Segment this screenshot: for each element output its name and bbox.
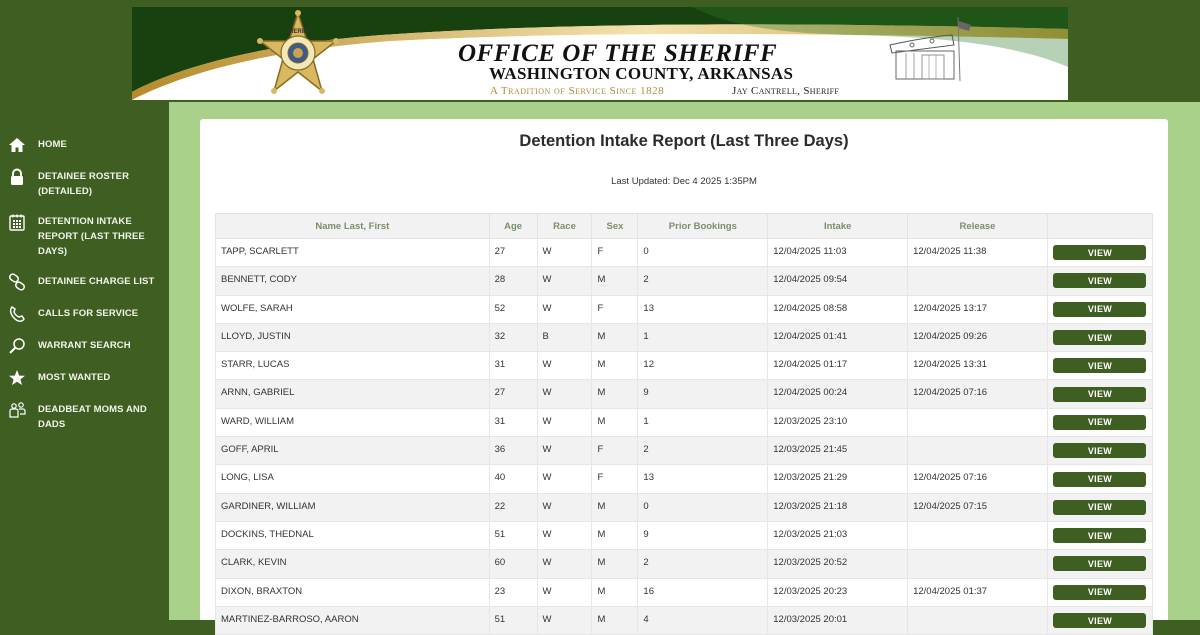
- cell-name: CLARK, KEVIN: [216, 550, 490, 578]
- table-header-row: [216, 214, 1153, 239]
- table-row: [216, 408, 1153, 436]
- cell-name: LONG, LISA: [216, 465, 490, 493]
- cell-age: 27: [489, 380, 537, 408]
- sheriff-badge-logo: [256, 11, 340, 95]
- table-row: [216, 465, 1153, 493]
- calendar-icon: [8, 213, 26, 231]
- cell-sex: M: [592, 352, 638, 380]
- cell-intake: 12/04/2025 01:41: [768, 323, 908, 351]
- column-header-prior-bookings[interactable]: Prior Bookings: [638, 214, 768, 239]
- cell-name: LLOYD, JUSTIN: [216, 323, 490, 351]
- search-icon: [8, 337, 26, 355]
- view-button[interactable]: VIEW: [1053, 585, 1146, 600]
- cell-prior-bookings: 12: [638, 352, 768, 380]
- cell-intake: 12/03/2025 20:23: [768, 578, 908, 606]
- table-row: [216, 606, 1153, 634]
- table-row: [216, 267, 1153, 295]
- cell-release: 12/04/2025 13:17: [908, 295, 1048, 323]
- cell-action: [1047, 437, 1152, 465]
- cell-release: [908, 606, 1048, 634]
- cell-sex: F: [592, 437, 638, 465]
- cell-release: 12/04/2025 09:26: [908, 323, 1048, 351]
- cell-race: W: [537, 437, 592, 465]
- lock-icon: [8, 168, 26, 186]
- cell-sex: M: [592, 408, 638, 436]
- view-button[interactable]: VIEW: [1053, 273, 1146, 288]
- cell-sex: M: [592, 493, 638, 521]
- cell-prior-bookings: 2: [638, 437, 768, 465]
- table-row: [216, 352, 1153, 380]
- cell-name: GOFF, APRIL: [216, 437, 490, 465]
- cell-age: 36: [489, 437, 537, 465]
- cell-release: 12/04/2025 07:16: [908, 380, 1048, 408]
- cell-age: 22: [489, 493, 537, 521]
- cell-action: [1047, 295, 1152, 323]
- cell-release: 12/04/2025 07:15: [908, 493, 1048, 521]
- cell-action: [1047, 493, 1152, 521]
- table-row: [216, 437, 1153, 465]
- view-button[interactable]: VIEW: [1053, 556, 1146, 571]
- cell-name: STARR, LUCAS: [216, 352, 490, 380]
- cell-action: [1047, 578, 1152, 606]
- intake-table: [215, 213, 1153, 635]
- header-banner: [132, 7, 1068, 100]
- table-row: [216, 295, 1153, 323]
- sidebar-item-label: WARRANT SEARCH: [38, 340, 131, 351]
- cell-release: 12/04/2025 07:16: [908, 465, 1048, 493]
- cell-prior-bookings: 1: [638, 323, 768, 351]
- cell-prior-bookings: 0: [638, 239, 768, 267]
- cell-intake: 12/04/2025 00:24: [768, 380, 908, 408]
- cell-sex: M: [592, 606, 638, 634]
- cell-age: 32: [489, 323, 537, 351]
- sidebar-item-label: DETAINEE CHARGE LIST: [38, 276, 155, 287]
- cell-release: 12/04/2025 11:38: [908, 239, 1048, 267]
- cell-intake: 12/03/2025 21:03: [768, 521, 908, 549]
- cell-intake: 12/03/2025 23:10: [768, 408, 908, 436]
- cell-race: W: [537, 352, 592, 380]
- cell-action: [1047, 239, 1152, 267]
- cell-sex: F: [592, 465, 638, 493]
- cell-intake: 12/03/2025 21:29: [768, 465, 908, 493]
- cell-action: [1047, 267, 1152, 295]
- sidebar-item-most-wanted[interactable]: [0, 368, 168, 387]
- cell-age: 52: [489, 295, 537, 323]
- cell-intake: 12/03/2025 20:01: [768, 606, 908, 634]
- people-icon: [8, 401, 26, 419]
- view-button[interactable]: VIEW: [1053, 415, 1146, 430]
- cell-sex: M: [592, 380, 638, 408]
- cell-action: [1047, 380, 1152, 408]
- sidebar-item-home[interactable]: [0, 135, 168, 154]
- cell-release: [908, 521, 1048, 549]
- sidebar-item-label: DETAINEE ROSTER (DETAILED): [38, 171, 130, 197]
- sidebar-item-label: DEADBEAT MOMS AND DADS: [38, 404, 147, 430]
- cell-prior-bookings: 13: [638, 465, 768, 493]
- cell-race: W: [537, 606, 592, 634]
- column-header-age[interactable]: Age: [489, 214, 537, 239]
- cell-name: BENNETT, CODY: [216, 267, 490, 295]
- view-button[interactable]: VIEW: [1053, 472, 1146, 487]
- view-button[interactable]: VIEW: [1053, 613, 1146, 628]
- cell-action: [1047, 606, 1152, 634]
- cell-age: 40: [489, 465, 537, 493]
- cell-prior-bookings: 1: [638, 408, 768, 436]
- cell-sex: F: [592, 295, 638, 323]
- sidebar-item-label: DETENTION INTAKE REPORT (LAST THREE DAYS): [38, 216, 145, 257]
- table-row: [216, 578, 1153, 606]
- cell-sex: M: [592, 267, 638, 295]
- cell-sex: M: [592, 521, 638, 549]
- cell-release: 12/04/2025 13:31: [908, 352, 1048, 380]
- sidebar-nav: [0, 135, 168, 445]
- table-row: [216, 521, 1153, 549]
- view-button[interactable]: VIEW: [1053, 528, 1146, 543]
- sidebar-item-charge-list[interactable]: [0, 272, 168, 291]
- cell-name: DOCKINS, THEDNAL: [216, 521, 490, 549]
- last-updated-text: Last Updated: Dec 4 2025 1:35PM: [611, 176, 757, 187]
- sidebar-item-label: HOME: [38, 139, 67, 150]
- cell-race: W: [537, 550, 592, 578]
- cell-name: DIXON, BRAXTON: [216, 578, 490, 606]
- cell-name: WOLFE, SARAH: [216, 295, 490, 323]
- table-row: [216, 380, 1153, 408]
- cell-intake: 12/04/2025 01:17: [768, 352, 908, 380]
- link-icon: [8, 273, 26, 291]
- cell-prior-bookings: 2: [638, 267, 768, 295]
- cell-race: W: [537, 578, 592, 606]
- cell-prior-bookings: 9: [638, 521, 768, 549]
- cell-intake: 12/04/2025 09:54: [768, 267, 908, 295]
- table-row: [216, 323, 1153, 351]
- cell-age: 51: [489, 521, 537, 549]
- cell-release: [908, 267, 1048, 295]
- sidebar-item-detainee-roster[interactable]: [0, 167, 168, 199]
- cell-action: [1047, 550, 1152, 578]
- cell-name: MARTINEZ-BARROSO, AARON: [216, 606, 490, 634]
- cell-age: 60: [489, 550, 537, 578]
- view-button[interactable]: VIEW: [1053, 443, 1146, 458]
- cell-name: WARD, WILLIAM: [216, 408, 490, 436]
- banner-sheriff-name: Jay Cantrell, Sheriff: [732, 85, 840, 97]
- cell-race: W: [537, 295, 592, 323]
- sidebar-item-label: MOST WANTED: [38, 372, 111, 383]
- table-row: [216, 493, 1153, 521]
- cell-sex: M: [592, 578, 638, 606]
- cell-age: 28: [489, 267, 537, 295]
- cell-age: 31: [489, 408, 537, 436]
- cell-age: 23: [489, 578, 537, 606]
- svg-text:SHERIFF: SHERIFF: [285, 29, 311, 35]
- cell-race: B: [537, 323, 592, 351]
- sidebar-item-warrant-search[interactable]: [0, 336, 168, 355]
- banner-title: OFFICE OF THE SHERIFF: [458, 40, 778, 67]
- column-header-name[interactable]: Name Last, First: [216, 214, 490, 239]
- cell-intake: 12/04/2025 11:03: [768, 239, 908, 267]
- cell-race: W: [537, 408, 592, 436]
- cell-name: GARDINER, WILLIAM: [216, 493, 490, 521]
- courthouse-sketch-image: [888, 15, 972, 85]
- cell-prior-bookings: 0: [638, 493, 768, 521]
- cell-action: [1047, 352, 1152, 380]
- cell-race: W: [537, 521, 592, 549]
- cell-prior-bookings: 13: [638, 295, 768, 323]
- cell-release: [908, 408, 1048, 436]
- table-row: [216, 550, 1153, 578]
- cell-intake: 12/03/2025 21:18: [768, 493, 908, 521]
- column-header-action: [1047, 214, 1152, 239]
- cell-name: TAPP, SCARLETT: [216, 239, 490, 267]
- cell-action: [1047, 521, 1152, 549]
- column-header-release[interactable]: Release: [908, 214, 1048, 239]
- column-header-race[interactable]: Race: [537, 214, 592, 239]
- cell-race: W: [537, 267, 592, 295]
- star-icon: [8, 369, 26, 387]
- cell-action: [1047, 323, 1152, 351]
- cell-intake: 12/04/2025 08:58: [768, 295, 908, 323]
- cell-age: 27: [489, 239, 537, 267]
- table-row: [216, 239, 1153, 267]
- sidebar-item-deadbeat-parents[interactable]: [0, 400, 168, 432]
- cell-race: W: [537, 493, 592, 521]
- phone-icon: [8, 305, 26, 323]
- cell-intake: 12/03/2025 20:52: [768, 550, 908, 578]
- cell-sex: F: [592, 239, 638, 267]
- cell-intake: 12/03/2025 21:45: [768, 437, 908, 465]
- home-icon: [8, 136, 26, 154]
- view-button[interactable]: VIEW: [1053, 245, 1146, 260]
- cell-race: W: [537, 239, 592, 267]
- cell-prior-bookings: 2: [638, 550, 768, 578]
- view-button[interactable]: VIEW: [1053, 387, 1146, 402]
- sidebar-item-calls-for-service[interactable]: [0, 304, 168, 323]
- banner-tagline: A Tradition of Service Since 1828: [490, 85, 665, 97]
- column-header-sex[interactable]: Sex: [592, 214, 638, 239]
- cell-action: [1047, 465, 1152, 493]
- view-button[interactable]: VIEW: [1053, 500, 1146, 515]
- sidebar-item-label: CALLS FOR SERVICE: [38, 308, 139, 319]
- cell-release: [908, 550, 1048, 578]
- sidebar-item-intake-report[interactable]: [0, 212, 168, 259]
- view-button[interactable]: VIEW: [1053, 330, 1146, 345]
- cell-age: 51: [489, 606, 537, 634]
- cell-release: [908, 437, 1048, 465]
- view-button[interactable]: VIEW: [1053, 302, 1146, 317]
- cell-race: W: [537, 465, 592, 493]
- cell-sex: M: [592, 550, 638, 578]
- cell-release: 12/04/2025 01:37: [908, 578, 1048, 606]
- cell-prior-bookings: 9: [638, 380, 768, 408]
- view-button[interactable]: VIEW: [1053, 358, 1146, 373]
- cell-race: W: [537, 380, 592, 408]
- banner-subtitle: WASHINGTON COUNTY, ARKANSAS: [489, 64, 794, 83]
- cell-action: [1047, 408, 1152, 436]
- report-panel: [200, 119, 1168, 626]
- cell-prior-bookings: 4: [638, 606, 768, 634]
- column-header-intake[interactable]: Intake: [768, 214, 908, 239]
- cell-prior-bookings: 16: [638, 578, 768, 606]
- cell-name: ARNN, GABRIEL: [216, 380, 490, 408]
- page-title: Detention Intake Report (Last Three Days): [519, 132, 849, 150]
- cell-sex: M: [592, 323, 638, 351]
- cell-age: 31: [489, 352, 537, 380]
